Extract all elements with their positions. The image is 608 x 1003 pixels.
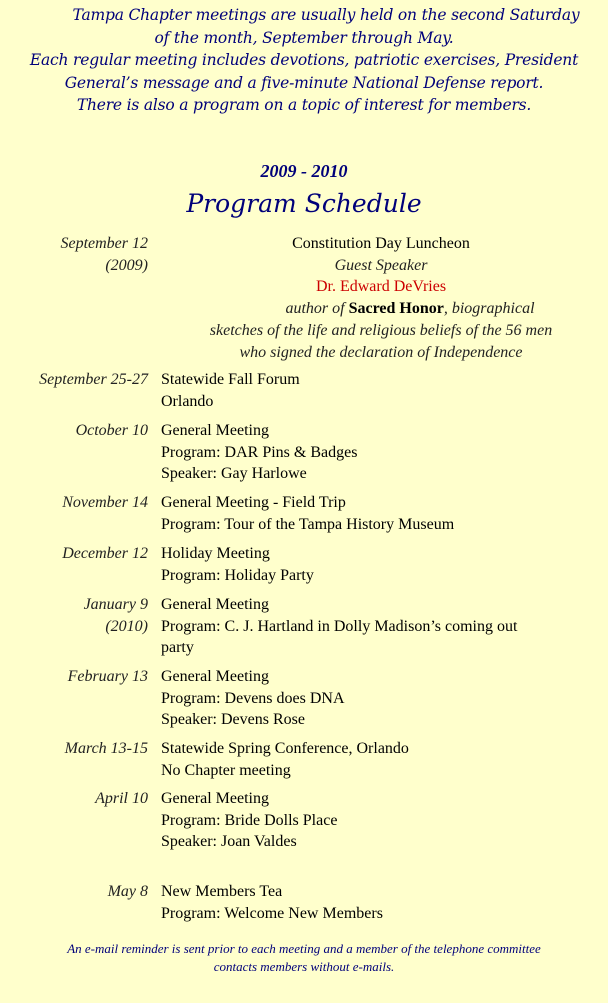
event-details <box>161 233 601 363</box>
event-line: Program: Devens does DNA <box>161 689 345 707</box>
event-date <box>0 420 148 442</box>
event-line: New Members Tea <box>161 883 283 900</box>
event-date <box>0 881 148 903</box>
event-line: Speaker: Gay Harlowe <box>161 465 307 483</box>
footer-note <box>0 940 608 976</box>
event-line: General Meeting <box>161 422 269 439</box>
event-date-line: (2009) <box>105 256 148 274</box>
event-line: Speaker: Devens Rose <box>161 711 305 729</box>
page-title: Program Schedule <box>186 189 422 218</box>
event-details <box>161 543 601 586</box>
event-line: No Chapter meeting <box>161 761 291 779</box>
intro-line: General’s message and a five-minute National Defense report. <box>64 73 544 92</box>
event-date <box>0 594 148 637</box>
footer-line: An e-mail reminder is sent prior to each meeting and a member of the telephone committee <box>67 941 541 956</box>
event-date-line: April 10 <box>95 790 148 807</box>
event-date-line: February 13 <box>67 668 148 685</box>
event-line: Program: Tour of the Tampa History Museum <box>161 515 455 533</box>
event-line: Statewide Spring Conference, Orlando <box>161 740 409 757</box>
description-line: sketches of the life and religious beliefs of the 56 men <box>209 321 553 339</box>
event-line: Statewide Fall Forum <box>161 371 300 388</box>
speaker-name: Dr. Edward DeVries <box>315 278 447 296</box>
event-date <box>0 492 148 514</box>
event-line: Holiday Meeting <box>161 545 270 562</box>
event-details <box>161 420 601 485</box>
event-line: Program: Bride Dolls Place <box>161 811 338 829</box>
book-title: Sacred Honor <box>348 300 444 318</box>
event-date <box>0 788 148 810</box>
event-date <box>0 666 148 688</box>
event-details <box>161 666 601 731</box>
event-line: General Meeting <box>161 790 269 807</box>
author-line <box>161 298 601 320</box>
event-date-line: December 12 <box>62 545 148 562</box>
event-date <box>0 738 148 760</box>
event-date <box>0 543 148 565</box>
event-details <box>161 594 601 659</box>
event-date-line: January 9 <box>83 596 148 613</box>
event-details <box>161 738 601 781</box>
event-details <box>161 492 601 535</box>
event-line: General Meeting - Field Trip <box>161 494 346 511</box>
intro-text <box>0 4 608 117</box>
event-line: General Meeting <box>161 596 269 613</box>
event-date-line: November 14 <box>62 494 148 511</box>
event-line: Orlando <box>161 392 214 410</box>
footer-line: contacts members without e-mails. <box>213 959 395 974</box>
event-details <box>161 788 601 853</box>
intro-line: Tampa Chapter meetings are usually held on the second Saturday <box>72 6 580 24</box>
event-line: Program: Holiday Party <box>161 566 314 584</box>
author-prefix: author of <box>285 300 349 318</box>
description-line: who signed the declaration of Independence <box>239 343 523 361</box>
event-date-line: (2010) <box>105 617 148 635</box>
event-title: Constitution Day Luncheon <box>292 235 470 252</box>
event-line: Program: C. J. Hartland in Dolly Madison’s coming out <box>161 617 518 635</box>
season-year: 2009 - 2010 <box>260 161 348 181</box>
event-line: Program: DAR Pins & Badges <box>161 443 358 461</box>
event-date-line: May 8 <box>107 883 148 900</box>
intro-line: of the month, September through May. <box>154 28 454 47</box>
event-line: party <box>161 639 194 657</box>
intro-line: There is also a program on a topic of interest for members. <box>76 96 532 114</box>
event-date-line: September 12 <box>60 235 148 252</box>
author-suffix: , biographical <box>443 300 535 318</box>
event-date-line: September 25-27 <box>39 371 148 388</box>
event-date <box>0 233 148 276</box>
event-date <box>0 369 148 391</box>
intro-line: Each regular meeting includes devotions, patriotic exercises, President <box>29 51 579 69</box>
event-details <box>161 369 601 412</box>
guest-label: Guest Speaker <box>334 256 428 274</box>
event-details <box>161 881 601 924</box>
event-line: Speaker: Joan Valdes <box>161 833 297 851</box>
event-date-line: October 10 <box>75 422 148 439</box>
event-line: General Meeting <box>161 668 269 685</box>
event-line: Program: Welcome New Members <box>161 904 383 922</box>
event-date-line: March 13-15 <box>64 740 148 757</box>
